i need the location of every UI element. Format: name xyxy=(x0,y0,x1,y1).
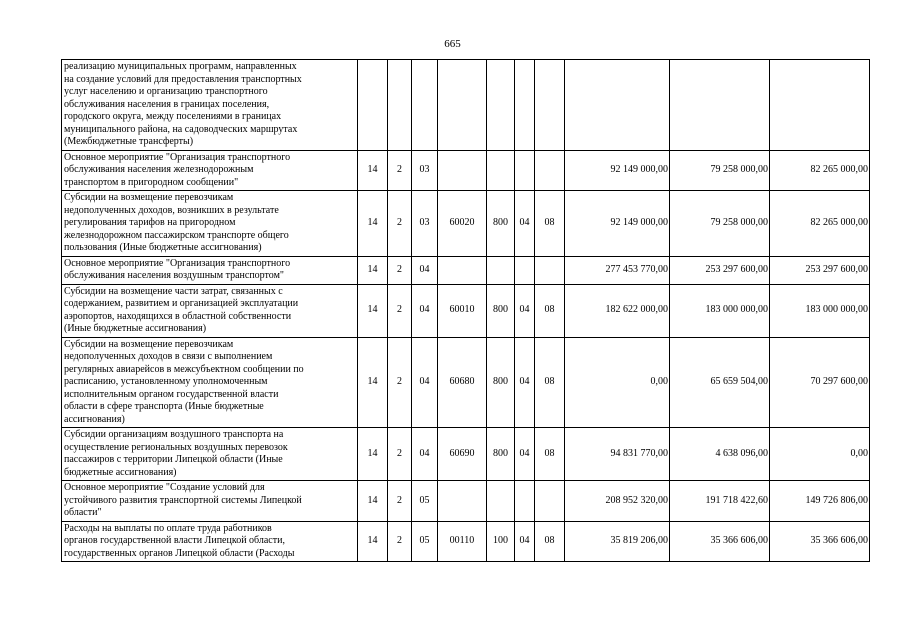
description-line: Основное мероприятие "Организация транспортного xyxy=(64,257,291,269)
description-line: регулярных авиарейсов в межсубъектном сообщении по xyxy=(64,363,304,375)
amount-3-cell: 253 297 600,00 xyxy=(770,256,870,284)
code-3-cell: 05 xyxy=(412,521,438,562)
code-7-cell: 08 xyxy=(535,284,565,337)
code-3-cell: 04 xyxy=(412,337,438,428)
description-cell xyxy=(62,337,358,428)
amount-2-cell: 4 638 096,00 xyxy=(670,428,770,481)
code-7-cell: 08 xyxy=(535,191,565,257)
code-5-cell xyxy=(487,256,515,284)
code-3-cell: 04 xyxy=(412,284,438,337)
code-6-cell xyxy=(515,60,535,151)
code-5-cell xyxy=(487,481,515,522)
description-cell xyxy=(62,481,358,522)
code-4-cell: 60020 xyxy=(438,191,487,257)
table-row xyxy=(62,60,870,151)
code-6-cell: 04 xyxy=(515,521,535,562)
description-cell xyxy=(62,521,358,562)
amount-3-cell xyxy=(770,60,870,151)
amount-1-cell: 35 819 206,00 xyxy=(565,521,670,562)
code-4-cell xyxy=(438,150,487,191)
description-line: пользования (Иные бюджетные ассигнования) xyxy=(64,242,262,253)
description-cell xyxy=(62,428,358,481)
amount-3-cell: 149 726 806,00 xyxy=(770,481,870,522)
code-2-cell: 2 xyxy=(388,256,412,284)
description-line: Субсидии на возмещение перевозчикам xyxy=(64,338,234,350)
description-cell xyxy=(62,256,358,284)
amount-3-cell: 82 265 000,00 xyxy=(770,191,870,257)
amount-2-cell: 65 659 504,00 xyxy=(670,337,770,428)
code-4-cell xyxy=(438,256,487,284)
description-line: недополученных доходов в связи с выполнением xyxy=(64,351,273,362)
code-5-cell: 800 xyxy=(487,191,515,257)
code-7-cell xyxy=(535,481,565,522)
description-line: (Межбюджетные трансферты) xyxy=(64,136,194,147)
description-line: реализацию муниципальных программ, направленных xyxy=(64,61,297,72)
amount-1-cell: 94 831 770,00 xyxy=(565,428,670,481)
table-row xyxy=(62,481,870,522)
description-line: на создание условий для предоставления транспортных xyxy=(64,73,302,85)
amount-3-cell: 35 366 606,00 xyxy=(770,521,870,562)
amount-2-cell xyxy=(670,60,770,151)
table-row xyxy=(62,428,870,481)
description-line: области" xyxy=(64,507,102,518)
description-line: обслуживания населения в границах поселения, xyxy=(64,98,270,110)
table-row xyxy=(62,337,870,428)
code-5-cell xyxy=(487,150,515,191)
description-line: услуг населению и организацию транспортного xyxy=(64,86,268,97)
code-2-cell: 2 xyxy=(388,191,412,257)
code-4-cell xyxy=(438,481,487,522)
description-line: Расходы на выплаты по оплате труда работников xyxy=(64,522,272,534)
code-2-cell: 2 xyxy=(388,521,412,562)
code-6-cell: 04 xyxy=(515,284,535,337)
amount-2-cell: 253 297 600,00 xyxy=(670,256,770,284)
code-7-cell: 08 xyxy=(535,428,565,481)
amount-1-cell: 277 453 770,00 xyxy=(565,256,670,284)
budget-table xyxy=(61,59,870,562)
table-row xyxy=(62,284,870,337)
description-line: обслуживания населения воздушным транспортом" xyxy=(64,270,285,281)
description-line: государственных органов Липецкой области (Расходы xyxy=(64,547,295,559)
description-line: Основное мероприятие "Организация транспортного xyxy=(64,151,291,163)
code-1-cell: 14 xyxy=(358,284,388,337)
amount-1-cell: 92 149 000,00 xyxy=(565,150,670,191)
amount-3-cell: 0,00 xyxy=(770,428,870,481)
code-3-cell xyxy=(412,60,438,151)
description-line: ассигнования) xyxy=(64,413,125,425)
description-cell xyxy=(62,191,358,257)
table-row xyxy=(62,521,870,562)
code-4-cell: 60680 xyxy=(438,337,487,428)
code-2-cell: 2 xyxy=(388,284,412,337)
description-line: органов государственной власти Липецкой области, xyxy=(64,535,285,546)
amount-1-cell: 0,00 xyxy=(565,337,670,428)
code-3-cell: 03 xyxy=(412,150,438,191)
amount-3-cell: 82 265 000,00 xyxy=(770,150,870,191)
code-1-cell: 14 xyxy=(358,521,388,562)
code-1-cell: 14 xyxy=(358,481,388,522)
code-5-cell: 800 xyxy=(487,428,515,481)
code-2-cell: 2 xyxy=(388,481,412,522)
amount-3-cell: 70 297 600,00 xyxy=(770,337,870,428)
amount-1-cell: 208 952 320,00 xyxy=(565,481,670,522)
code-5-cell: 800 xyxy=(487,337,515,428)
description-line: муниципального района, на садоводческих маршрутах xyxy=(64,123,298,135)
code-1-cell: 14 xyxy=(358,428,388,481)
description-line: области в сфере транспорта (Иные бюджетные xyxy=(64,401,264,412)
amount-2-cell: 35 366 606,00 xyxy=(670,521,770,562)
description-line: бюджетные ассигнования) xyxy=(64,466,177,478)
code-7-cell xyxy=(535,150,565,191)
code-4-cell: 60010 xyxy=(438,284,487,337)
code-7-cell: 08 xyxy=(535,521,565,562)
description-line: недополученных доходов, возникших в результате xyxy=(64,204,279,216)
code-7-cell xyxy=(535,256,565,284)
amount-1-cell xyxy=(565,60,670,151)
description-line: железнодорожном пассажирском транспорте общего xyxy=(64,229,289,241)
table-row xyxy=(62,150,870,191)
code-3-cell: 05 xyxy=(412,481,438,522)
code-3-cell: 04 xyxy=(412,428,438,481)
description-line: аэропортов, находящихся в областной собственности xyxy=(64,310,292,322)
description-line: содержанием, развитием и организацией эксплуатации xyxy=(64,298,299,309)
amount-2-cell: 79 258 000,00 xyxy=(670,191,770,257)
code-1-cell: 14 xyxy=(358,191,388,257)
code-4-cell xyxy=(438,60,487,151)
code-1-cell: 14 xyxy=(358,337,388,428)
amount-1-cell: 182 622 000,00 xyxy=(565,284,670,337)
code-4-cell: 00110 xyxy=(438,521,487,562)
description-line: расписанию, установленному уполномоченным xyxy=(64,376,268,387)
amount-1-cell: 92 149 000,00 xyxy=(565,191,670,257)
code-7-cell: 08 xyxy=(535,337,565,428)
description-line: пассажиров с территории Липецкой области (Иные xyxy=(64,454,283,465)
description-line: осуществление региональных воздушных перевозок xyxy=(64,441,288,453)
table-row xyxy=(62,256,870,284)
code-2-cell: 2 xyxy=(388,428,412,481)
code-1-cell xyxy=(358,60,388,151)
description-line: городского округа, между поселениями в границах xyxy=(64,111,282,122)
description-cell xyxy=(62,284,358,337)
code-3-cell: 04 xyxy=(412,256,438,284)
code-6-cell xyxy=(515,256,535,284)
code-5-cell: 100 xyxy=(487,521,515,562)
code-1-cell: 14 xyxy=(358,150,388,191)
description-cell xyxy=(62,150,358,191)
description-line: Субсидии на возмещение перевозчикам xyxy=(64,192,234,203)
page-number: 665 xyxy=(444,38,461,50)
description-line: исполнительным органом государственной власти xyxy=(64,388,279,400)
code-2-cell: 2 xyxy=(388,337,412,428)
code-6-cell xyxy=(515,150,535,191)
code-4-cell: 60690 xyxy=(438,428,487,481)
description-cell xyxy=(62,60,358,151)
code-3-cell: 03 xyxy=(412,191,438,257)
code-1-cell: 14 xyxy=(358,256,388,284)
description-line: транспортом в пригородном сообщении" xyxy=(64,176,239,188)
amount-3-cell: 183 000 000,00 xyxy=(770,284,870,337)
code-2-cell: 2 xyxy=(388,150,412,191)
description-line: Субсидии организациям воздушного транспорта на xyxy=(64,429,284,440)
amount-2-cell: 191 718 422,60 xyxy=(670,481,770,522)
code-7-cell xyxy=(535,60,565,151)
description-line: устойчивого развития транспортной системы Липецкой xyxy=(64,494,302,506)
code-6-cell: 04 xyxy=(515,191,535,257)
amount-2-cell: 79 258 000,00 xyxy=(670,150,770,191)
code-5-cell: 800 xyxy=(487,284,515,337)
description-line: обслуживания населения железнодорожным xyxy=(64,164,254,175)
amount-2-cell: 183 000 000,00 xyxy=(670,284,770,337)
code-2-cell xyxy=(388,60,412,151)
description-line: Основное мероприятие "Создание условий для xyxy=(64,482,265,493)
description-line: (Иные бюджетные ассигнования) xyxy=(64,323,207,334)
table-row xyxy=(62,191,870,257)
code-6-cell: 04 xyxy=(515,337,535,428)
description-line: Субсидии на возмещение части затрат, связанных с xyxy=(64,285,283,297)
code-6-cell: 04 xyxy=(515,428,535,481)
code-6-cell xyxy=(515,481,535,522)
description-line: регулирования тарифов на пригородном xyxy=(64,217,236,228)
code-5-cell xyxy=(487,60,515,151)
